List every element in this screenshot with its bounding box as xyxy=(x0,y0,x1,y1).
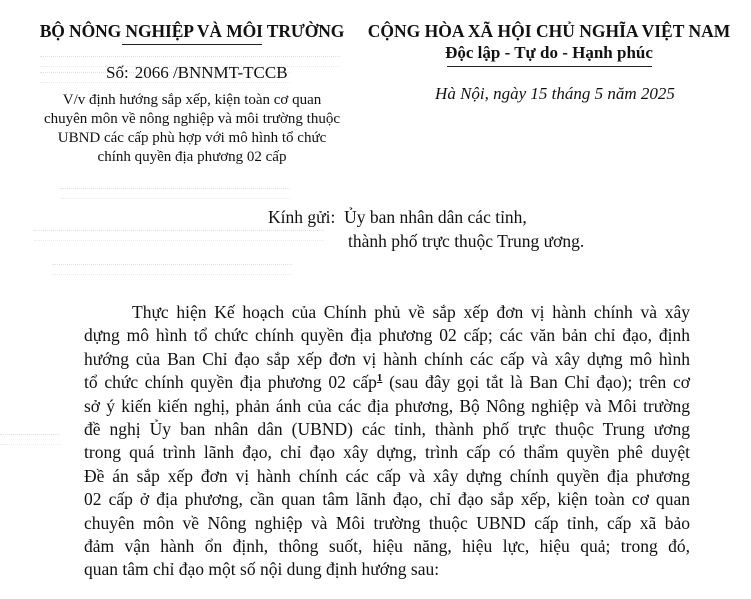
recipient-line: thành phố trực thuộc Trung ương. xyxy=(348,231,585,251)
body-line: đề nghị Ủy ban nhân dân (UBND) các tỉnh, thành phố trực thuộc Trung ương xyxy=(84,419,690,440)
document-subject xyxy=(22,91,362,167)
subject-line: chính quyền địa phương 02 cấp xyxy=(97,149,287,165)
body-line: hướng của Ban Chỉ đạo sắp xếp đơn vị hành chính các cấp và xây dựng mô hình xyxy=(84,348,690,369)
footnote-marker[interactable]: 1 xyxy=(376,372,383,385)
subject-line: V/v định hướng sắp xếp, kiện toàn cơ quan xyxy=(62,92,322,108)
body-line: dựng mô hình tổ chức chính quyền địa phương 02 cấp; các văn bản chỉ đạo, định xyxy=(84,325,690,346)
body-line: 02 cấp ở địa phương, cần quan tâm lãnh đạo, chỉ đạo sắp xếp, kiện toàn cơ quan xyxy=(84,489,690,510)
recipient-line: Ủy ban nhân dân các tỉnh, xyxy=(344,207,527,227)
paper-bleed-mark xyxy=(60,188,290,199)
body-line: Đề án sắp xếp đơn vị hành chính các cấp và xây dựng chính quyền địa phương xyxy=(84,465,690,486)
subject-line: chuyên môn về nông nghiệp và môi trường thuộc xyxy=(43,111,340,127)
doc-number-code: /BNNMT-TCCB xyxy=(172,63,288,82)
national-motto: Độc lập - Tự do - Hạnh phúc xyxy=(445,43,653,62)
doc-number-value: 2066 xyxy=(134,63,169,82)
agency-underline xyxy=(122,44,262,45)
doc-number-label: Số: xyxy=(106,63,129,82)
paper-bleed-mark xyxy=(0,434,60,445)
issuing-agency-block xyxy=(22,20,362,167)
recipient-first-row xyxy=(268,205,584,229)
motto-underline xyxy=(447,66,652,67)
body-line: trong quá trình lãnh đạo, chỉ đạo xây dựng, trình cấp có thẩm quyền phê duyệt xyxy=(84,442,690,463)
body-paragraph xyxy=(84,301,690,582)
recipient-block xyxy=(268,205,584,253)
recipient-label: Kính gửi: xyxy=(268,207,336,227)
body-line: đảm vận hành ổn định, thông suốt, hiệu năng, hiệu lực, hiệu quả; trong đó, xyxy=(84,536,690,557)
issue-date: Hà Nội, ngày 15 tháng 5 năm 2025 xyxy=(435,84,675,103)
body-line-part: (sau đây gọi tắt là Ban Chỉ đạo); trên cơ xyxy=(382,372,690,393)
ministry-name: BỘ NÔNG NGHIỆP VÀ MÔI TRƯỜNG xyxy=(39,21,345,41)
national-title-block xyxy=(364,20,734,105)
body-line: Thực hiện Kế hoạch của Chính phủ về sắp xếp đơn vị hành chính và xây xyxy=(132,302,690,322)
body-line-part: tổ chức chính quyền địa phương 02 cấp xyxy=(84,372,377,393)
body-line: sở ý kiến kiến nghị, phản ánh của các địa phương, Bộ Nông nghiệp và Môi trường xyxy=(84,395,690,416)
body-line: quan tâm chỉ đạo một số nội dung định hướng sau: xyxy=(84,559,440,580)
body-line xyxy=(84,371,690,394)
paper-bleed-mark xyxy=(52,264,292,275)
republic-title: CỘNG HÒA XÃ HỘI CHỦ NGHĨA VIỆT NAM xyxy=(367,21,731,41)
subject-line: UBND các cấp phù hợp với mô hình tổ chức xyxy=(57,130,327,146)
body-line: chuyên môn về Nông nghiệp và Môi trường thuộc UBND cấp tỉnh, cấp xã bảo xyxy=(84,512,690,533)
